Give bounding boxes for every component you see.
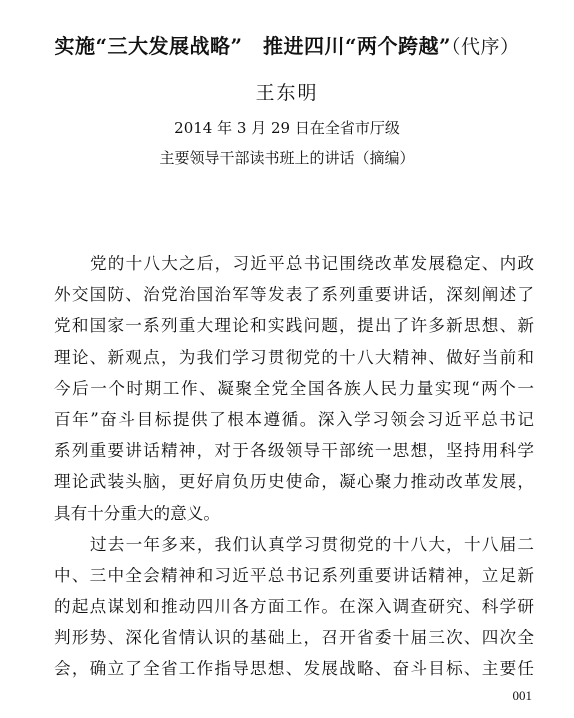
paragraph-line: 百年”奋斗目标提供了根本遵循。深入学习领会习近平总书记	[54, 409, 534, 429]
paragraph-line: 系列重要讲话精神，对于各级领导干部统一思想，坚持用科学	[54, 441, 534, 461]
paragraph-line: 会，确立了全省工作指导思想、发展战略、奋斗目标、主要任	[54, 659, 534, 679]
title-suffix: （代序）	[451, 36, 520, 58]
paragraph-line: 理论、新观点，为我们学习贯彻党的十八大精神、做好当前和	[54, 347, 534, 367]
document-title	[0, 30, 574, 59]
paragraph-line: 外交国防、治党治国治军等发表了系列重要讲话，深刻阐述了	[54, 285, 534, 305]
paragraph-line: 理论武装头脑，更好肩负历史使命，凝心聚力推动改革发展，	[54, 472, 534, 492]
paragraph-line: 的起点谋划和推动四川各方面工作。在深入调查研究、科学研	[54, 597, 534, 617]
subtitle-line-1: 2014 年 3 月 29 日在全省市厅级	[174, 119, 400, 137]
page-number: 001	[512, 688, 532, 703]
paragraph-line: 中、三中全会精神和习近平总书记系列重要讲话精神，立足新	[54, 565, 534, 585]
paragraph-line: 今后一个时期工作、凝聚全党全国各族人民力量实现“两个一	[54, 378, 534, 398]
paragraph-line: 党的十八大之后，习近平总书记围绕改革发展稳定、内政	[90, 254, 534, 273]
paragraph-1	[54, 248, 534, 529]
author-name: 王东明	[255, 82, 319, 104]
subtitle-line-2: 主要领导干部读书班上的讲话（摘编）	[159, 149, 415, 167]
paragraph-line: 党和国家一系列重大理论和实践问题，提出了许多新思想、新	[54, 316, 534, 336]
paragraph-line: 过去一年多来，我们认真学习贯彻党的十八大，十八届二	[90, 534, 534, 554]
body-text	[54, 248, 534, 685]
paragraph-line: 判形势、深化省情认识的基础上，召开省委十届三次、四次全	[54, 628, 534, 648]
paragraph-line: 具有十分重大的意义。	[54, 503, 220, 523]
paragraph-2	[54, 529, 534, 685]
title-main: 实施“三大发展战略” 推进四川“两个跨越”	[54, 34, 451, 58]
